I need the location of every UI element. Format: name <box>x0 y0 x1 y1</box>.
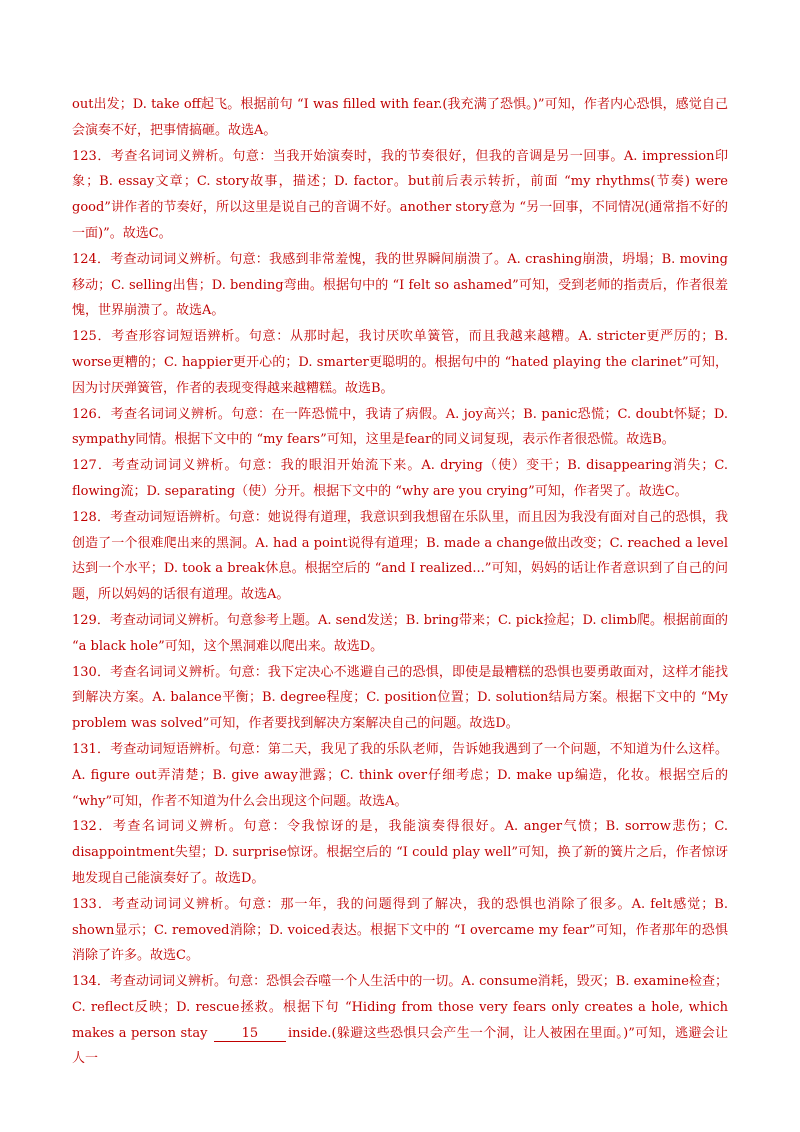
q134-text-after: inside.(躲避这些恐惧只会产生一个洞，让人被困在里面。)”可知，逃避会让人一 <box>72 1025 728 1067</box>
paragraph-q131: 131．考查动词短语辨析。句意：第二天，我见了我的乐队老师，告诉她我遇到了一个问题，不知道为什么这样。A. figure out弄清楚；B. give away泄露；C. think over仔细考虑；D. make up编造，化妆。根据空后的 “why”可知，作者不知道为什么会出现这个问题。故选A。 <box>72 741 728 809</box>
paragraph-q127: 127．考查动词词义辨析。句意：我的眼泪开始流下来。A. drying（使）变干；B. disappearing消失；C. flowing流；D. separating（使）分开。根据下文中的 “why are you crying”可知，作者哭了。故选C。 <box>72 458 728 499</box>
paragraph-q124: 124．考查动词词义辨析。句意：我感到非常羞愧，我的世界瞬间崩溃了。A. crashing崩溃，坍塌；B. moving移动；C. selling出售；D. bending弯曲。根据句中的 “I felt so ashamed”可知，受到老师的指责后，作者很羞愧，世界崩溃了。故选A。 <box>72 251 728 319</box>
paragraph-q123: 123．考查名词词义辨析。句意：当我开始演奏时，我的节奏很好，但我的音调是另一回事。A. impression印象；B. essay文章；C. story故事，描述；D. factor。but前后表示转折，前面 “my rhythms(节奏) were good”讲作者的节奏好，所以这里是说自己的音调不好。another story意为 “另一回事，不同情况(通常指不好的一面)”。故选C。 <box>72 148 728 241</box>
paragraph-q125: 125．考查形容词短语辨析。句意：从那时起，我讨厌吹单簧管，而且我越来越糟。A. stricter更严厉的；B. worse更糟的；C. happier更开心的；D. smarter更聪明的。根据句中的 “hated playing the clarinet”可知，因为讨厌弹簧管，作者的表现变得越来越糟糕。故选B。 <box>72 329 728 396</box>
paragraph-q134 <box>72 969 728 1072</box>
q134-text-before: 134．考查动词词义辨析。句意：恐惧会吞噬一个人生活中的一切。A. consume消耗，毁灭；B. examine检查；C. reflect反映；D. rescue拯救。根据下句 “Hiding from those very fears only creates a hole, which makes a person stay <box>72 974 728 1041</box>
paragraph-q128: 128．考查动词短语辨析。句意：她说得有道理，我意识到我想留在乐队里，而且因为我没有面对自己的恐惧，我创造了一个很难爬出来的黑洞。A. had a point说得有道理；B. made a change做出改变；C. reached a level达到一个水平；D. took a break休息。根据空后的 “and I realized...”可知，妈妈的话让作者意识到了自己的问题，所以妈妈的话很有道理。故选A。 <box>72 509 728 603</box>
paragraph-q130: 130．考查名词词义辨析。句意：我下定决心不逃避自己的恐惧，即使是最糟糕的恐惧也要勇敢面对，这样才能找到解决方案。A. balance平衡；B. degree程度；C. position位置；D. solution结局方案。根据下文中的 “My problem was solved”可知，作者要找到解决方案解决自己的问题。故选D。 <box>72 664 728 732</box>
paragraph-continued: out出发；D. take off起飞。根据前句 “I was filled with fear.(我充满了恐惧。)”可知，作者内心恐惧，感觉自己会演奏不好，把事情搞砸。故选A。 <box>72 97 728 138</box>
fill-in-blank: 15 <box>214 1026 286 1042</box>
paragraph-q132: 132．考查名词词义辨析。句意：令我惊讶的是，我能演奏得很好。A. anger气愤；B. sorrow悲伤；C. disappointment失望；D. surprise惊讶。根据空后的 “I could play well”可知，换了新的簧片之后，作者惊讶地发现自己能演奏好了。故选D。 <box>72 819 728 886</box>
answer-explanations <box>72 92 728 1072</box>
paragraph-q126: 126．考查名词词义辨析。句意：在一阵恐慌中，我请了病假。A. joy高兴；B. panic恐慌；C. doubt怀疑；D. sympathy同情。根据下文中的 “my fears”可知，这里是fear的同义词复现，表示作者很恐慌。故选B。 <box>72 406 728 448</box>
paragraph-q133: 133．考查动词词义辨析。句意：那一年，我的问题得到了解决，我的恐惧也消除了很多。A. felt感觉；B. shown显示；C. removed消除；D. voiced表达。根据下文中的 “I overcame my fear”可知，作者那年的恐惧消除了许多。故选C。 <box>72 896 728 964</box>
paragraph-q129: 129．考查动词词义辨析。句意参考上题。A. send发送；B. bring带来；C. pick捡起；D. climb爬。根据前面的 “a black hole”可知，这个黑洞难以爬出来。故选D。 <box>72 612 728 654</box>
